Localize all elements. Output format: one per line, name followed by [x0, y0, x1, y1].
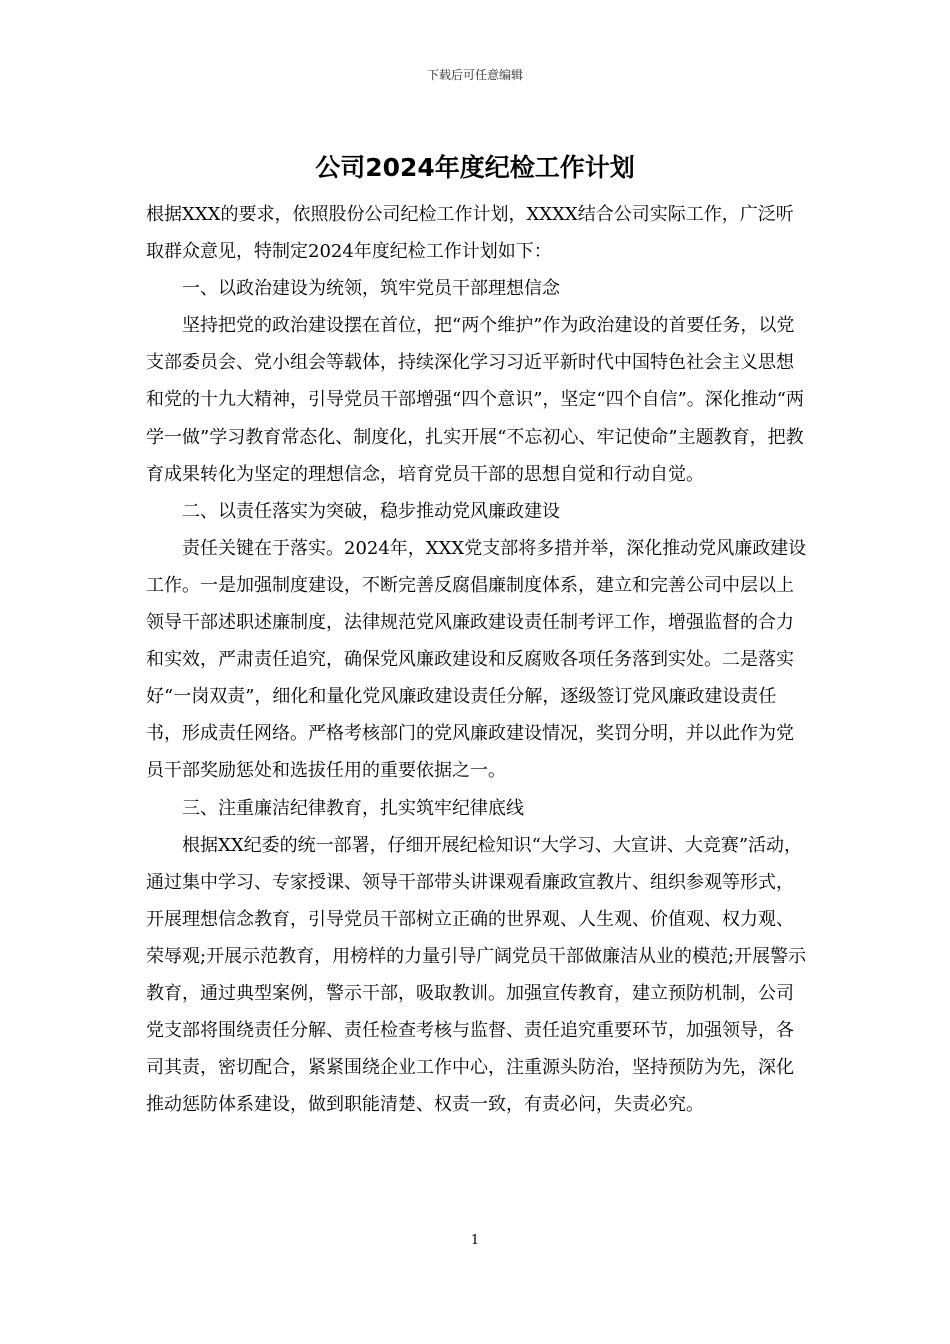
document-title: 公司2024年度纪检工作计划 [315, 153, 635, 182]
document-body [146, 196, 808, 1123]
header-note: 下载后可任意编辑 [426, 68, 523, 82]
section-heading-2: 二、以责任落实为突破，稳步推动党风廉政建设 [182, 500, 560, 522]
section-paragraph-3: 根据XX纪委的统一部署，仔细开展纪检知识“大学习、大宣讲、大竞赛”活动，通过集中学习、专家授课、领导干部带头讲课观看廉政宣教片、组织参观等形式，开展理想信念教育，引导党员干部树立正确的世界观、人生观、价值观、权力观、荣辱观;开展示范教育，用榜样的力量引导广阔党员干部做廉洁从业的模范;开展警示教育，通过典型案例，警示干部，吸取教训。加强宣传教育，建立预防机制，公司党支部将围绕责任分解、责任检查考核与监督、责任追究重要环节，加强领导，各司其责，密切配合，紧紧围绕企业工作中心，注重源头防治，坚持预防为先，深化推动惩防体系建设，做到职能清楚、权责一致，有责必问，失责必究。 [146, 834, 807, 1116]
section-paragraph-2: 责任关键在于落实。2024年，XXX党支部将多措并举，深化推动党风廉政建设工作。一是加强制度建设，不断完善反腐倡廉制度体系，建立和完善公司中层以上领导干部述职述廉制度，法律规范党风廉政建设责任制考评工作，增强监督的合力和实效，严肃责任追究，确保党风廉政建设和反腐败各项任务落到实处。二是落实好“一岗双责”，细化和量化党风廉政建设责任分解，逐级签订党风廉政建设责任书，形成责任网络。严格考核部门的党风廉政建设情况，奖罚分明，并以此作为党员干部奖励惩处和选拔任用的重要依据之一。 [146, 537, 807, 782]
page-number: 1 [470, 1233, 480, 1248]
section-paragraph-1: 坚持把党的政治建设摆在首位，把“两个维护”作为政治建设的首要任务，以党支部委员会、党小组会等载体，持续深化学习习近平新时代中国特色社会主义思想和党的十九大精神，引导党员干部增强“四个意识”，坚定“四个自信”。深化推动“两学一做”学习教育常态化、制度化，扎实开展“不忘初心、牢记使命”主题教育，把教育成果转化为坚定的理想信念，培育党员干部的思想自觉和行动自觉。 [146, 315, 805, 485]
section-heading-3: 三、注重廉洁纪律教育，扎实筑牢纪律底线 [182, 797, 524, 819]
intro-paragraph: 根据XXX的要求，依照股份公司纪检工作计划，XXXX结合公司实际工作，广泛听取群众意见，特制定2024年度纪检工作计划如下： [146, 204, 794, 263]
section-heading-1: 一、以政治建设为统领，筑牢党员干部理想信念 [182, 278, 560, 300]
